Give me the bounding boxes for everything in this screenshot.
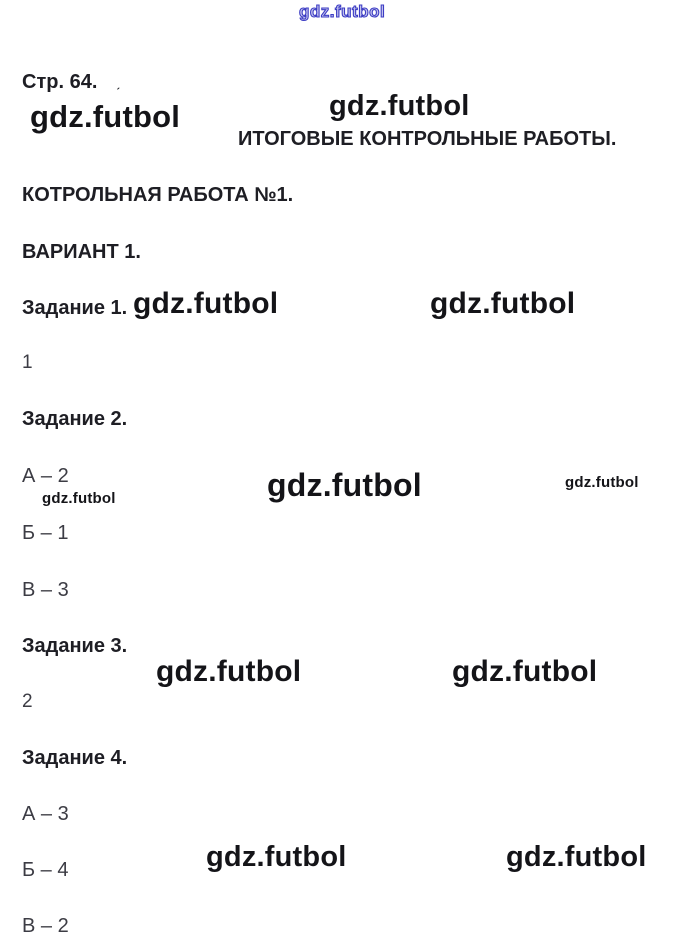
task-4-answer-b: Б – 4 <box>22 859 69 881</box>
watermark: gdz.futbol <box>267 467 422 503</box>
watermark: gdz.futbol <box>430 287 576 320</box>
task-2-answer-v: В – 3 <box>22 579 69 601</box>
task-4-answer-a: А – 3 <box>22 803 69 825</box>
page-label: Стр. 64. <box>22 71 98 93</box>
watermark: gdz.futbol <box>30 99 181 134</box>
task-2-answer-b: Б – 1 <box>22 522 69 544</box>
main-heading: ИТОГОВЫЕ КОНТРОЛЬНЫЕ РАБОТЫ. <box>238 128 617 150</box>
watermark: gdz.futbol <box>452 655 598 688</box>
watermark: gdz.futbol <box>329 90 470 122</box>
watermark: gdz.futbol <box>133 287 279 320</box>
task-label-4: Задание 4. <box>22 747 128 769</box>
work-heading: КОТРОЛЬНАЯ РАБОТА №1. <box>22 184 294 206</box>
watermark: gdz.futbol <box>206 841 347 873</box>
task-label-2: Задание 2. <box>22 408 128 430</box>
variant-heading: ВАРИАНТ 1. <box>22 241 141 263</box>
task-label-1: Задание 1. <box>22 297 128 319</box>
watermark: gdz.futbol <box>42 490 116 507</box>
task-2-answer-a: А – 2 <box>22 465 69 487</box>
task-1-answer: 1 <box>22 352 33 373</box>
watermark: gdz.futbol <box>156 655 302 688</box>
site-watermark-top: gdz.futbol <box>299 2 386 21</box>
watermark: gdz.futbol <box>565 474 639 491</box>
page-label-mark: ˏ <box>116 76 120 90</box>
task-label-3: Задание 3. <box>22 635 128 657</box>
task-4-answer-v: В – 2 <box>22 915 69 937</box>
watermark: gdz.futbol <box>506 841 647 873</box>
task-3-answer: 2 <box>22 691 33 712</box>
